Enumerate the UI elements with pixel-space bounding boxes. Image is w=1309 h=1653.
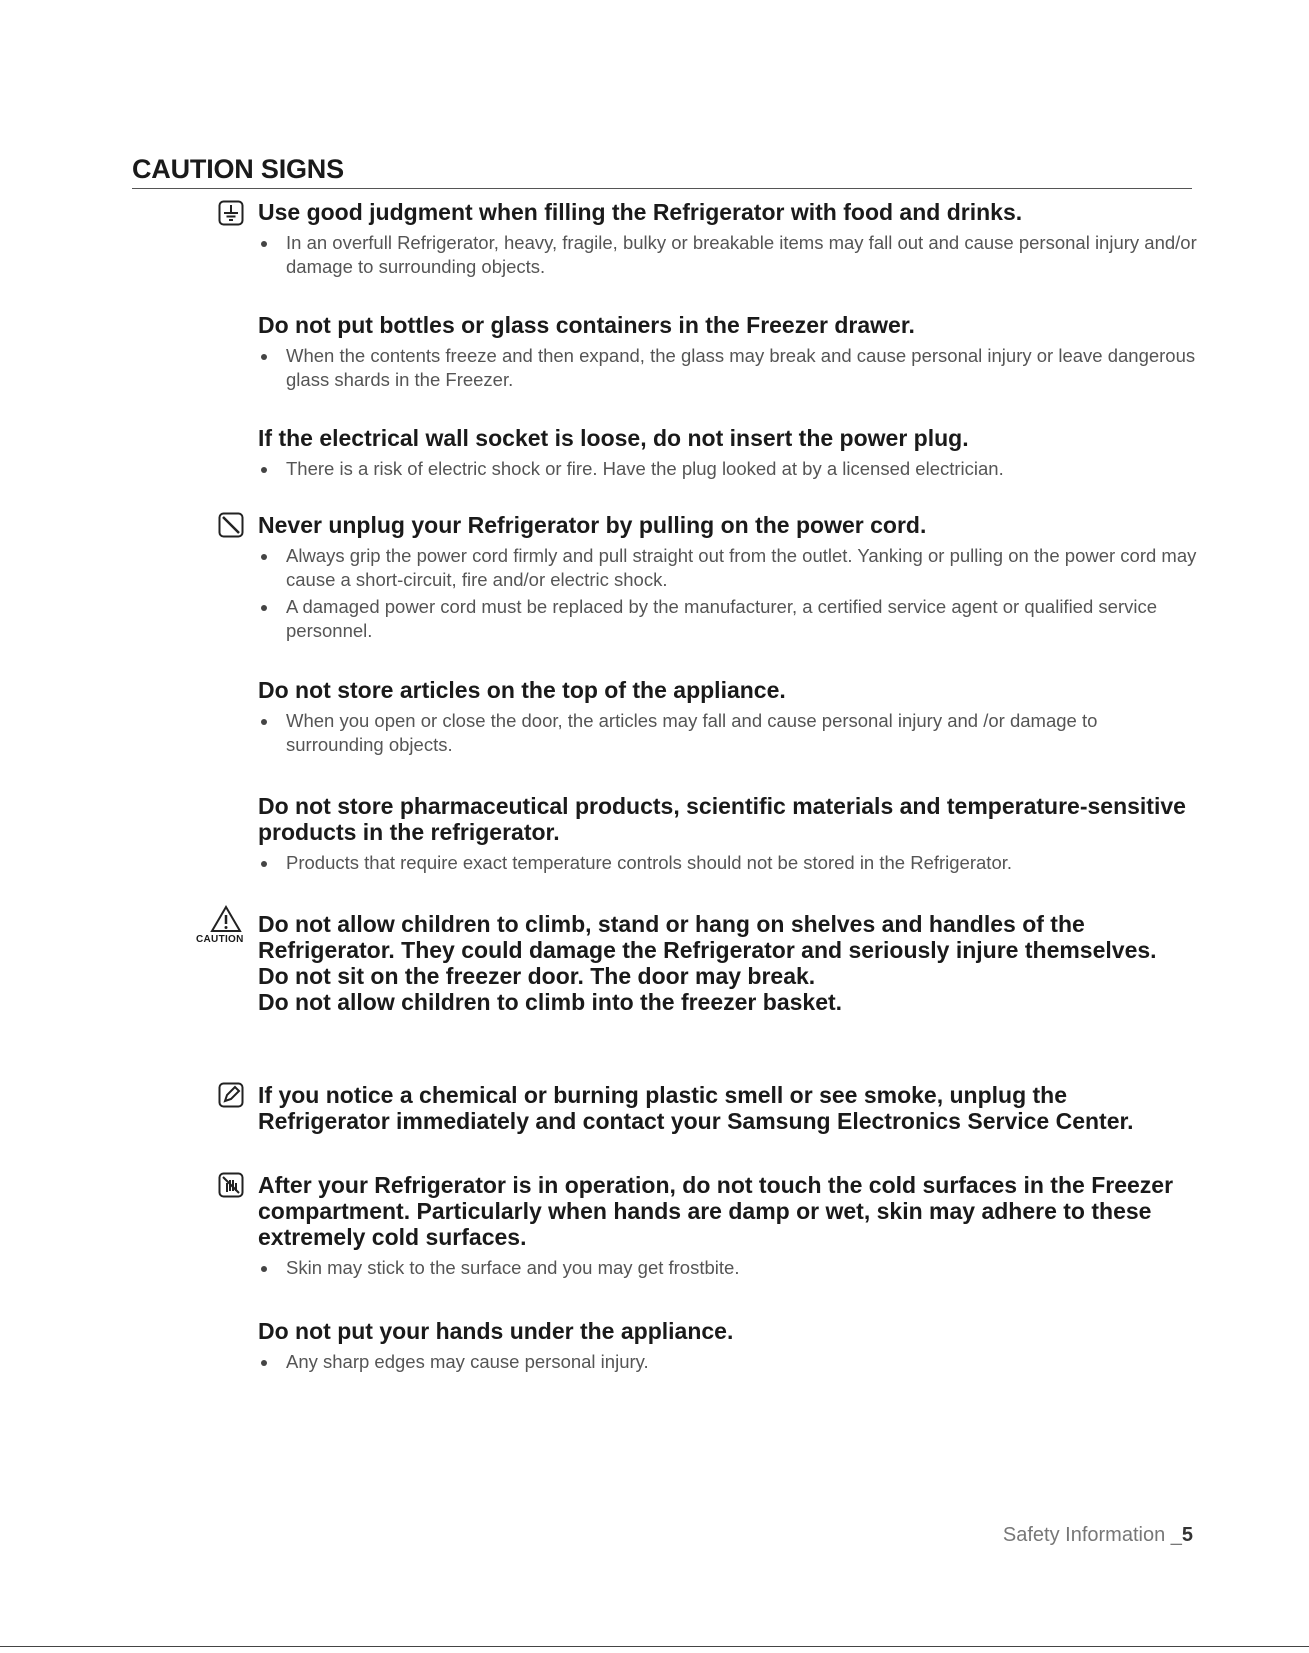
page-number: 5 — [1181, 1524, 1193, 1546]
caution-block-9 — [258, 1172, 1198, 1283]
warning-triangle-icon — [210, 905, 242, 933]
caution-heading-line: Do not allow children to climb, stand or hang on shelves and handles of the — [258, 911, 1085, 937]
caution-block-2 — [258, 312, 1198, 395]
caution-block-4 — [258, 512, 1198, 646]
bullet-list — [258, 1256, 1198, 1280]
caution-block-3 — [258, 425, 1198, 484]
caution-heading: If the electrical wall socket is loose, do not insert the power plug. — [258, 425, 969, 451]
footer-label: Safety Information _ — [1002, 1524, 1182, 1546]
caution-heading: If you notice a chemical or burning plastic smell or see smoke, unplug the Refrigerator immediately and contact your Samsung Electronics Service Center. — [258, 1082, 1134, 1134]
caution-block-10 — [258, 1318, 1198, 1377]
caution-heading: Use good judgment when filling the Refrigerator with food and drinks. — [258, 199, 1023, 225]
caution-heading: Do not put bottles or glass containers in the Freezer drawer. — [258, 312, 915, 338]
caution-heading-line: Refrigerator. They could damage the Refrigerator and seriously injure themselves. — [258, 937, 1157, 963]
bullet-item: In an overfull Refrigerator, heavy, fragile, bulky or breakable items may fall out and cause personal injury and/or damage to surrounding objects. — [258, 231, 1198, 279]
caution-block-5 — [258, 677, 1198, 760]
caution-heading: Do not put your hands under the appliance. — [258, 1318, 734, 1344]
caution-heading-line: Do not allow children to climb into the freezer basket. — [258, 989, 843, 1015]
bullet-item: When the contents freeze and then expand, the glass may break and cause personal injury or leave dangerous glass shards in the Freezer. — [258, 344, 1198, 392]
bullet-list — [258, 344, 1198, 392]
caution-block-6 — [258, 793, 1198, 878]
bullet-list — [258, 231, 1198, 279]
caution-heading-line: Do not sit on the freezer door. The door may break. — [258, 963, 816, 989]
caution-heading: Never unplug your Refrigerator by pulling on the power cord. — [258, 512, 927, 538]
bullet-list — [258, 544, 1198, 643]
bullet-item: Any sharp edges may cause personal injury. — [258, 1350, 1198, 1374]
section-title: CAUTION SIGNS — [132, 152, 1192, 189]
bottom-divider — [0, 1646, 1309, 1647]
bullet-item: Products that require exact temperature controls should not be stored in the Refrigerator. — [258, 851, 1198, 875]
bullet-item: Skin may stick to the surface and you may get frostbite. — [258, 1256, 1198, 1280]
page-footer — [1003, 1524, 1193, 1547]
prohibited-icon — [218, 512, 244, 538]
caution-label: CAUTION — [196, 934, 244, 945]
bullet-list — [258, 709, 1198, 757]
caution-block-8 — [258, 1082, 1198, 1134]
caution-heading: Do not store articles on the top of the appliance. — [258, 677, 786, 703]
bullet-list — [258, 457, 1198, 481]
bullet-item: When you open or close the door, the articles may fall and cause personal injury and /or damage to surrounding objects. — [258, 709, 1198, 757]
ground-plug-icon — [218, 200, 244, 226]
bullet-item: A damaged power cord must be replaced by the manufacturer, a certified service agent or qualified service personnel. — [258, 595, 1198, 643]
bullet-list — [258, 851, 1198, 875]
caution-block-1 — [258, 199, 1198, 282]
caution-heading: Do not store pharmaceutical products, scientific materials and temperature-sensitive products in the refrigerator. — [258, 793, 1186, 845]
bullet-item: Always grip the power cord firmly and pull straight out from the outlet. Yanking or pulling on the power cord may cause a short-circuit, fire and/or electric shock. — [258, 544, 1198, 592]
bullet-item: There is a risk of electric shock or fire. Have the plug looked at by a licensed electrician. — [258, 457, 1198, 481]
caution-block-7 — [258, 911, 1158, 1015]
caution-heading: After your Refrigerator is in operation, do not touch the cold surfaces in the Freezer compartment. Particularly when hands are damp or wet, skin may adhere to these extremely cold surfaces. — [258, 1172, 1174, 1250]
bullet-list — [258, 1350, 1198, 1374]
phone-service-icon — [218, 1082, 244, 1108]
do-not-touch-icon — [218, 1172, 244, 1198]
